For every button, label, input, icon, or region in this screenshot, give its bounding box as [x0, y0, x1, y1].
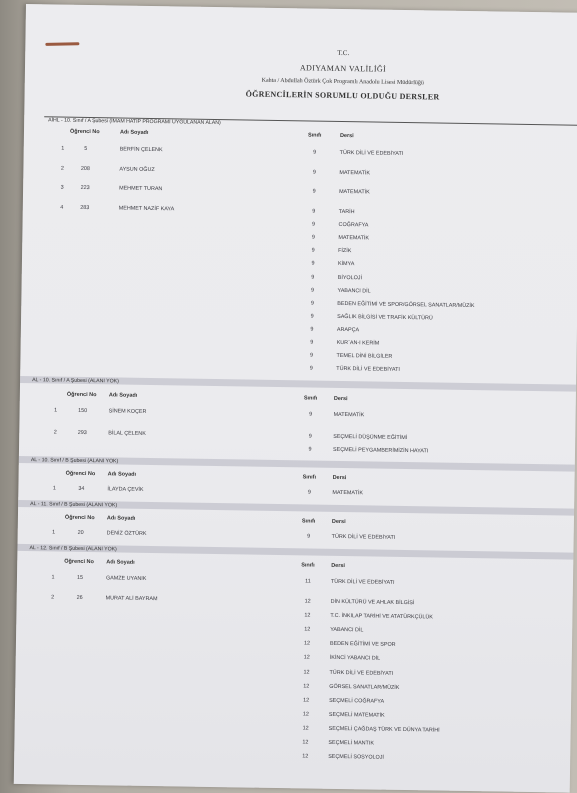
lesson-name: SEÇMELİ PEYGAMBERİMİZİN HAYATI	[332, 447, 429, 455]
student-name: MEHMET NAZİF KAYA	[118, 205, 175, 213]
lesson-name: TÜRK DİLİ VE EDEBİYATI	[329, 669, 394, 677]
lesson-class: 9	[310, 300, 314, 307]
student-name: SİNEM KOÇER	[108, 408, 147, 415]
lesson-class: 9	[311, 234, 315, 241]
lesson-class: 12	[304, 612, 311, 619]
column-header-lesson: Dersi	[331, 518, 346, 526]
lesson-class: 12	[302, 739, 309, 746]
column-header-class: Sınıfı	[301, 562, 315, 569]
lesson-class: 9	[307, 489, 311, 496]
lesson-name: TÜRK DİLİ VE EDEBİYATI	[339, 149, 404, 157]
lesson-name: GÖRSEL SANATLAR/MÜZİK	[329, 683, 400, 691]
student-number: 283	[80, 204, 90, 212]
column-header-lesson: Dersi	[331, 562, 346, 570]
student-number: 208	[80, 165, 90, 173]
student-name: MURAT ALİ BAYRAM	[105, 595, 158, 603]
document-paper	[14, 4, 577, 793]
student-name: BERFİN ÇELENK	[119, 146, 163, 154]
lesson-name: ARAPÇA	[336, 326, 360, 334]
lesson-class: 12	[302, 725, 309, 732]
lesson-class: 12	[302, 753, 309, 760]
lesson-name: MATEMATİK	[333, 411, 365, 419]
header-school: Kahta / Abdullah Öztürk Çok Programlı Anadolu Lisesi Müdürlüğü	[261, 77, 425, 87]
lesson-name: SEÇMELİ SOSYOLOJİ	[328, 753, 384, 761]
column-header-lesson: Dersi	[332, 474, 347, 482]
lesson-name: YABANCI DİL	[337, 287, 371, 295]
lesson-class: 9	[309, 365, 313, 372]
column-header-name: Adı Soyadı	[119, 129, 149, 136]
lesson-name: BEDEN EĞİTİMİ VE SPOR	[329, 641, 396, 649]
lesson-class: 9	[310, 313, 314, 320]
student-number: 34	[78, 485, 85, 492]
lesson-class: 9	[310, 287, 315, 294]
lesson-name: MATEMATİK	[339, 169, 371, 177]
lesson-class: 9	[311, 274, 315, 281]
lesson-name: SEÇMELİ MANTIK	[328, 739, 375, 747]
lesson-name: SEÇMELİ COĞRAFYA	[329, 697, 385, 705]
header-governorship: ADIYAMAN VALİLİĞİ	[299, 63, 387, 74]
lesson-name: KUR`AN-I KERİM	[336, 339, 380, 347]
lesson-class: 9	[310, 339, 314, 346]
column-header-class: Sınıfı	[301, 518, 316, 525]
column-header-name: Adı Soyadı	[106, 559, 135, 566]
column-header-class: Sınıfı	[303, 395, 318, 402]
column-header-class: Sınıfı	[307, 132, 322, 139]
lesson-name: T.C. İNKILAP TARİHİ VE ATATÜRKÇÜLÜK	[330, 612, 433, 621]
header-tc: T.C.	[337, 48, 350, 58]
lesson-name: MATEMATİK	[339, 188, 370, 196]
column-header-class: Sınıfı	[302, 474, 317, 481]
lesson-class: 9	[312, 221, 316, 228]
lesson-name: COĞRAFYA	[338, 222, 369, 229]
student-number: 150	[78, 407, 88, 415]
row-index: 1	[54, 407, 58, 414]
lesson-name: SEÇMELİ ÇAĞDAŞ TÜRK VE DÜNYA TARİHİ	[328, 725, 440, 734]
lesson-class: 9	[309, 352, 314, 359]
lesson-name: TÜRK DİLİ VE EDEBİYATI	[336, 366, 400, 374]
lesson-name: SEÇMELİ MATEMATİK	[328, 711, 385, 719]
lesson-class: 9	[310, 326, 314, 333]
lesson-name: TARİH	[338, 208, 355, 216]
student-number: 223	[80, 184, 90, 192]
section-title: AL - 11. Sınıf / B Şubesi (ALANI YOK)	[30, 501, 118, 509]
lesson-name: SAĞLIK BİLGİSİ VE TRAFİK KÜLTÜRÜ	[337, 313, 433, 322]
student-name: AYSUN OĞUZ	[119, 166, 155, 174]
lesson-name: FİZİK	[338, 248, 352, 255]
row-index: 4	[60, 204, 64, 211]
lesson-class: 9	[309, 411, 313, 418]
student-name: DENİZ ÖZTÜRK	[106, 530, 147, 537]
row-index: 3	[60, 184, 64, 191]
section-title: AL - 12. Sınıf / B Şubesi (ALANI YOK)	[29, 545, 117, 553]
student-name: MEHMET TURAN	[119, 185, 163, 193]
lesson-name: KİMYA	[337, 261, 355, 268]
section-title: AL - 10. Sınıf / B Şubesi (ALANI YOK)	[30, 457, 119, 465]
student-number: 293	[77, 429, 87, 437]
lesson-name: TÜRK DİLİ VE EDEBİYATI	[331, 533, 396, 541]
column-header-no: Öğrenci No	[64, 514, 95, 522]
lesson-class: 9	[312, 169, 316, 176]
column-header-name: Adı Soyadı	[108, 392, 138, 399]
lesson-name: BEDEN EĞİTİMİ VE SPOR/GÖRSEL SANATLAR/MÜZİK	[337, 300, 475, 309]
document-title: ÖĞRENCİLERİN SORUMLU OLDUĞU DERSLER	[245, 89, 440, 102]
student-number: 15	[76, 574, 84, 581]
lesson-class: 9	[311, 260, 315, 267]
lesson-class: 12	[303, 697, 310, 704]
row-index: 1	[51, 574, 55, 581]
student-name: BİLAL ÇELENK	[108, 430, 146, 437]
section-title: AİHL - 10. Sınıf / A Şubesi (İMAM HATİP PROGRAMI UYGULANAN ALAN)	[48, 117, 221, 127]
lesson-class: 9	[312, 208, 316, 215]
lesson-class: 12	[303, 654, 310, 661]
lesson-class: 9	[308, 446, 312, 453]
student-name: GAMZE UYANIK	[105, 575, 147, 582]
student-number: 26	[76, 594, 83, 601]
column-header-no: Öğrenci No	[65, 470, 96, 478]
lesson-class: 12	[303, 640, 311, 647]
row-index: 2	[60, 165, 64, 172]
lesson-class: 12	[303, 668, 310, 676]
row-index: 1	[52, 485, 56, 492]
lesson-name: TEMEL DİNİ BİLGİLER	[336, 353, 393, 360]
lesson-class: 9	[312, 188, 316, 195]
column-header-no: Öğrenci No	[66, 391, 97, 399]
column-header-name: Adı Soyadı	[107, 471, 137, 478]
lesson-name: SEÇMELİ DÜŞÜNME EĞİTİMİ	[333, 433, 408, 442]
lesson-class: 12	[302, 711, 309, 718]
lesson-name: MATEMATİK	[332, 489, 364, 497]
lesson-class: 11	[305, 578, 311, 585]
student-name: İLAYDA ÇEVİK	[107, 486, 144, 493]
column-header-lesson: Dersi	[339, 132, 354, 140]
row-index: 1	[61, 145, 65, 152]
student-number: 20	[77, 529, 84, 536]
column-header-no: Öğrenci No	[69, 128, 100, 136]
lesson-name: YABANCI DİL	[330, 627, 364, 634]
lesson-class: 9	[308, 433, 312, 440]
lesson-name: İKİNCİ YABANCI DİL	[329, 655, 381, 663]
lesson-name: DİN KÜLTÜRÜ VE AHLAK BİLGİSİ	[330, 598, 415, 607]
lesson-class: 9	[313, 149, 317, 156]
lesson-class: 12	[304, 626, 311, 633]
student-number: 5	[84, 145, 88, 152]
row-index: 2	[51, 594, 55, 601]
lesson-name: TÜRK DİLİ VE EDEBİYATI	[330, 578, 395, 586]
lesson-class: 12	[303, 683, 310, 690]
lesson-class: 9	[307, 533, 311, 540]
lesson-name: BİYOLOJİ	[337, 274, 363, 281]
row-index: 2	[53, 429, 57, 436]
section-title: AL - 10. Sınıf / A Şubesi (ALANI YOK)	[32, 377, 119, 385]
lesson-class: 12	[304, 598, 311, 605]
row-index: 1	[52, 529, 56, 536]
lesson-class: 9	[311, 247, 315, 254]
column-header-lesson: Dersi	[333, 395, 348, 403]
column-header-name: Adı Soyadı	[106, 515, 136, 522]
column-header-no: Öğrenci No	[64, 558, 94, 566]
lesson-name: MATEMATİK	[338, 235, 370, 242]
